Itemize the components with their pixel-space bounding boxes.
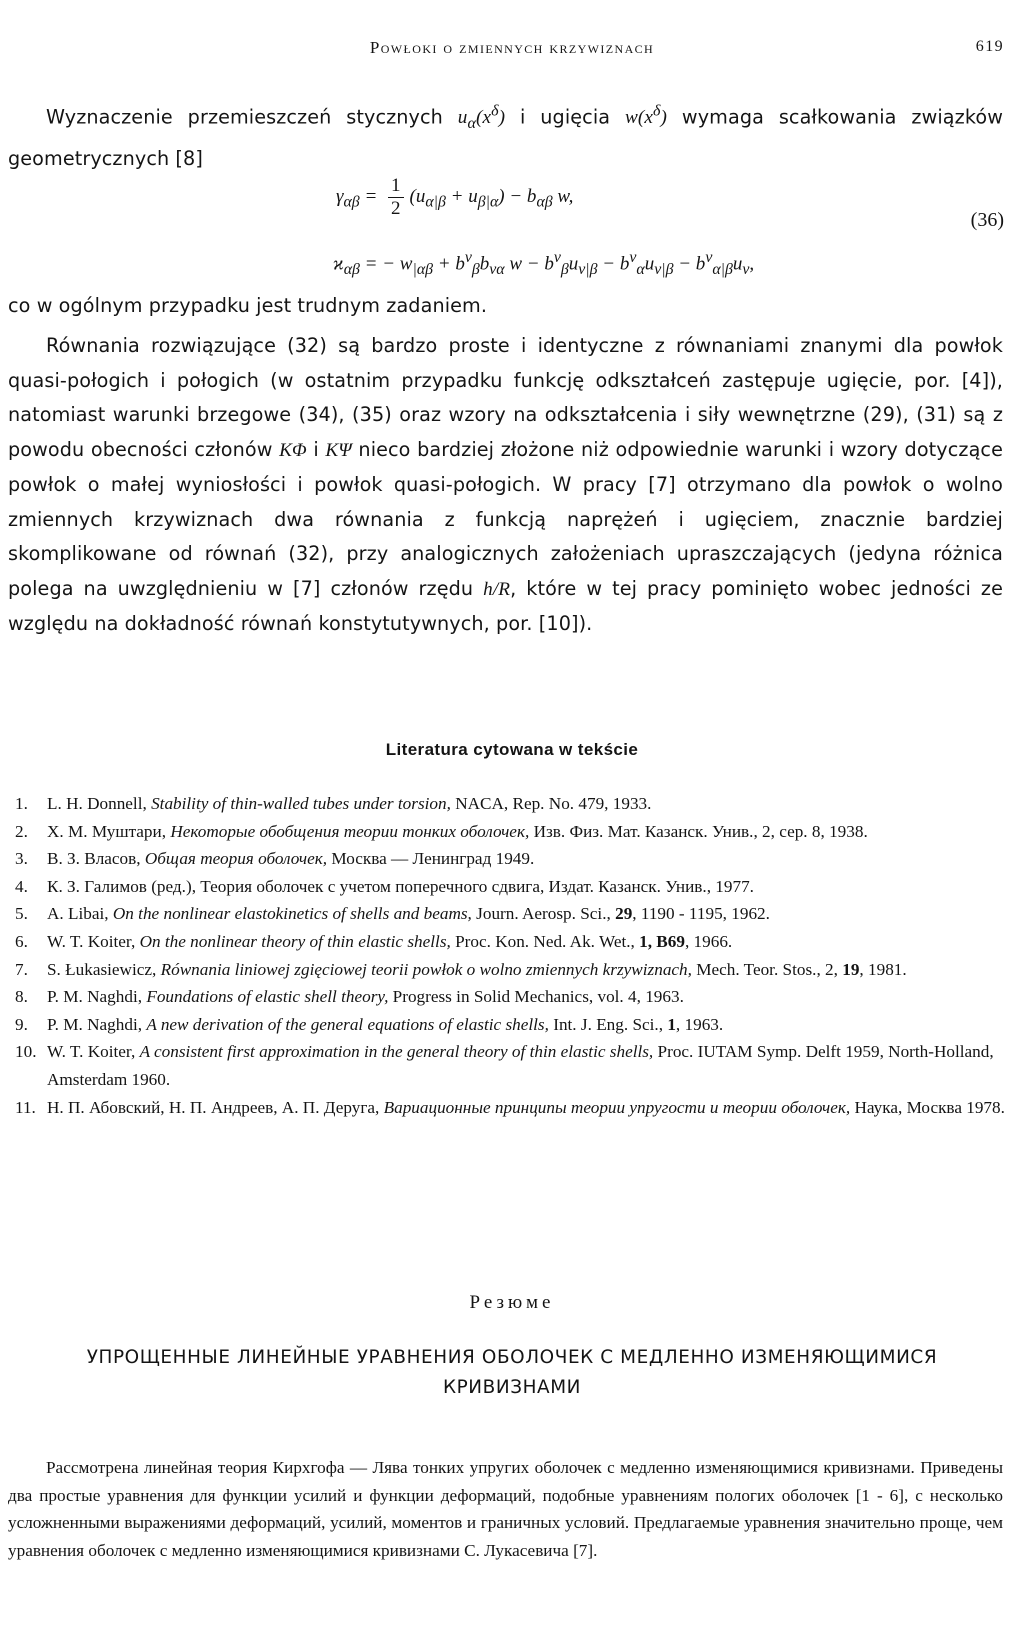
reference-tail: , 1966. xyxy=(684,931,733,951)
reference-item xyxy=(15,956,1010,984)
reference-tail: , 1981. xyxy=(859,959,907,979)
intro-text-1: Wyznaczenie przemieszczeń stycznych xyxy=(46,105,458,129)
k-psi-symbol: KΨ xyxy=(325,439,352,461)
reference-number: 10. xyxy=(15,1042,37,1062)
reference-number: 6. xyxy=(15,931,28,951)
reference-source: Mech. Teor. Stos., 2, xyxy=(691,959,843,979)
reference-source: Journ. Aerosp. Sci., xyxy=(471,904,616,924)
reference-authors: W. T. Koiter, xyxy=(47,1042,140,1062)
reference-item xyxy=(15,900,1010,928)
reference-volume: 1 xyxy=(667,1014,676,1034)
running-title: Powłoki o zmiennych krzywiznach xyxy=(369,38,655,57)
reference-item xyxy=(15,1038,1010,1093)
reference-item xyxy=(15,1011,1010,1039)
reference-source: Наука, Москва 1978. xyxy=(850,1097,1005,1117)
reference-title: A new derivation of the general equations of elastic shells, xyxy=(146,1014,549,1034)
running-header xyxy=(0,38,1024,68)
reference-tail: , 1190 - 1195, 1962. xyxy=(632,904,770,924)
reference-title: A consistent first approximation in the general theory of thin elastic shells, xyxy=(139,1042,654,1062)
reference-number: 5. xyxy=(15,904,28,924)
reference-item xyxy=(15,1094,1010,1122)
reference-tail: , 1963. xyxy=(675,1014,724,1034)
reference-title: Stability of thin-walled tubes under torsion, xyxy=(151,794,451,813)
reference-authors: S. Łukasiewicz, xyxy=(47,959,161,979)
reference-item xyxy=(15,983,1010,1011)
reference-number: 3. xyxy=(15,849,28,869)
intro-paragraph xyxy=(8,95,1003,176)
reference-authors: Н. П. Абовский, Н. П. Андреев, А. П. Деруга, xyxy=(47,1097,384,1117)
reference-title: Общая теория оболочек, xyxy=(144,849,328,869)
resume-label: Резюме xyxy=(469,1292,555,1313)
reference-item xyxy=(15,790,1010,818)
reference-authors: В. З. Власов, xyxy=(47,849,145,869)
reference-title: On the nonlinear theory of thin elastic shells, xyxy=(139,931,451,951)
reference-authors: W. T. Koiter, xyxy=(47,931,140,951)
reference-title: Równania liniowej zgięciowej teorii powłok o wolno zmiennych krzywiznach, xyxy=(160,959,692,979)
reference-authors: Х. М. Муштари, xyxy=(47,821,171,841)
reference-number: 2. xyxy=(15,821,28,841)
reference-number: 9. xyxy=(15,1014,28,1034)
k-phi-symbol: KΦ xyxy=(279,439,307,461)
reference-volume: 19 xyxy=(842,959,860,979)
equation-kappa: $ϰ_{\alpha\beta}$ = − $w_{|\alpha\beta} + b^\nu_\beta b_{\nu\alpha}$ $w - b^\nu_\beta u_{\nu|\beta} - b^\nu_\alpha u_{\nu|\beta} - b^\nu_{\alpha|\beta}u_\nu$, xyxy=(333,249,755,279)
reference-title: Некоторые обобщения теории тонких оболочек, xyxy=(170,821,530,841)
reference-number: 11. xyxy=(15,1097,36,1117)
reference-number: 7. xyxy=(15,959,28,979)
reference-number: 4. xyxy=(15,876,28,896)
reference-title: On the nonlinear elastokinetics of shells and beams, xyxy=(112,904,472,924)
reference-source: Progress in Solid Mechanics, vol. 4, 1963. xyxy=(388,987,684,1007)
reference-volume: 1, B69 xyxy=(639,931,685,951)
u-symbol: $u_\alpha(x^\delta)$ xyxy=(457,103,506,133)
reference-number: 1. xyxy=(15,794,28,813)
reference-authors: P. M. Naghdi, xyxy=(47,987,147,1007)
reference-source: NACA, Rep. No. 479, 1933. xyxy=(450,794,652,813)
resume-text: Рассмотрена линейная теория Кирхгофа — Лява тонких упругих оболочек с медленно изменяющимися кривизнами. Приведены два простые уравнения для функции усилий и функции деформаций, подобные уравнениям пологих оболочек [1 - 6], с несколько усложненными выражениями деформаций, усилий, моментов и граничных условий. Предлагаемые уравнения значительно проще, чем уравнения оболочек с медленно изменяющимися кривизнами С. Лукасевича [7]. xyxy=(8,1458,1003,1560)
reference-title: Foundations of elastic shell theory, xyxy=(146,987,389,1007)
reference-authors: К. З. Галимов (ред.), xyxy=(47,876,201,896)
equation-number: (36) xyxy=(970,209,1004,231)
equation-gamma: $\gamma_{\alpha\beta}$ = $\frac{1}{2}$ $(u_{\alpha|\beta} + u_{\beta|\alpha}) - b_{\alpha\beta}$ w, xyxy=(336,175,574,219)
reference-title: Вариационные принципы теории упругости и теории оболочек, xyxy=(383,1097,851,1117)
reference-authors: P. M. Naghdi, xyxy=(47,1014,147,1034)
reference-source: Москва — Ленинград 1949. xyxy=(327,849,535,869)
reference-item xyxy=(15,845,1010,873)
literature-heading: Literatura cytowana w tekście xyxy=(385,740,639,759)
reference-item xyxy=(15,873,1010,901)
after-equation-text: co w ogólnym przypadku jest trudnym zadaniem. xyxy=(8,294,488,317)
w-symbol: $w(x^\delta)$ xyxy=(624,103,668,129)
reference-item xyxy=(15,928,1010,956)
reference-item xyxy=(15,818,1010,846)
reference-source: Изв. Физ. Мат. Казанск. Унив., 2, сер. 8, 1938. xyxy=(529,821,868,841)
reference-authors: L. H. Donnell, xyxy=(47,794,152,813)
reference-list xyxy=(15,790,1010,1121)
fraction-one-half: $\frac{1}{2}$ xyxy=(388,175,404,220)
reference-volume: 29 xyxy=(615,904,633,924)
intro-text-3: wymaga scałkowania związków geometrycznych [8] xyxy=(8,105,1003,170)
reference-number: 8. xyxy=(15,987,28,1007)
h-over-r-symbol: h/R xyxy=(483,578,511,600)
page-number: 619 xyxy=(975,38,1004,55)
reference-authors: A. Libai, xyxy=(47,904,113,924)
intro-text-2: i ugięcia xyxy=(505,105,625,129)
main-paragraph: Równania rozwiązujące (32) są bardzo proste i identyczne z równaniami znanymi dla powłok quasi-połogich i połogich (w ostatnim przypadku funkcję odkształceń zastępuje ugięcie, por. [4]), natomiast warunki brzegowe (34), (35) oraz wzory na odkształcenia i siły wewnętrzne (29), (31) są z powodu obecności członów KΦ i KΨ nieco bardziej złożone niż odpowiednie warunki i wzory dotyczące powłok o małej wyniosłości i powłok quasi-połogich. W pracy [7] otrzymano dla powłok o wolno zmiennych krzywiznach dwa równania z funkcją naprężeń i ugięciem, znacznie bardziej skomplikowane od równań (32), przy analogicznych założeniach upraszczających (jedyna różnica polega na uwzględnieniu w [7] członów rzędu h/R, które w tej pracy pominięto wobec jedności ze względu na dokładność równań konstytutywnych, por. [10]). xyxy=(8,334,1003,635)
reference-source: Proc. Kon. Ned. Ak. Wet., xyxy=(450,931,640,951)
reference-source: Proc. IUTAM Symp. Delft 1959, North-Holland, Amsterdam 1960. xyxy=(47,1042,994,1089)
reference-source: Int. J. Eng. Sci., xyxy=(548,1014,668,1034)
resume-title: УПРОЩЕННЫЕ ЛИНЕЙНЫЕ УРАВНЕНИЯ ОБОЛОЧЕК С МЕДЛЕННО ИЗМЕНЯЮЩИМИСЯ КРИВИЗНАМИ xyxy=(86,1347,938,1398)
reference-source: Теория оболочек с учетом поперечного сдвига, Издат. Казанск. Унив., 1977. xyxy=(200,876,754,896)
